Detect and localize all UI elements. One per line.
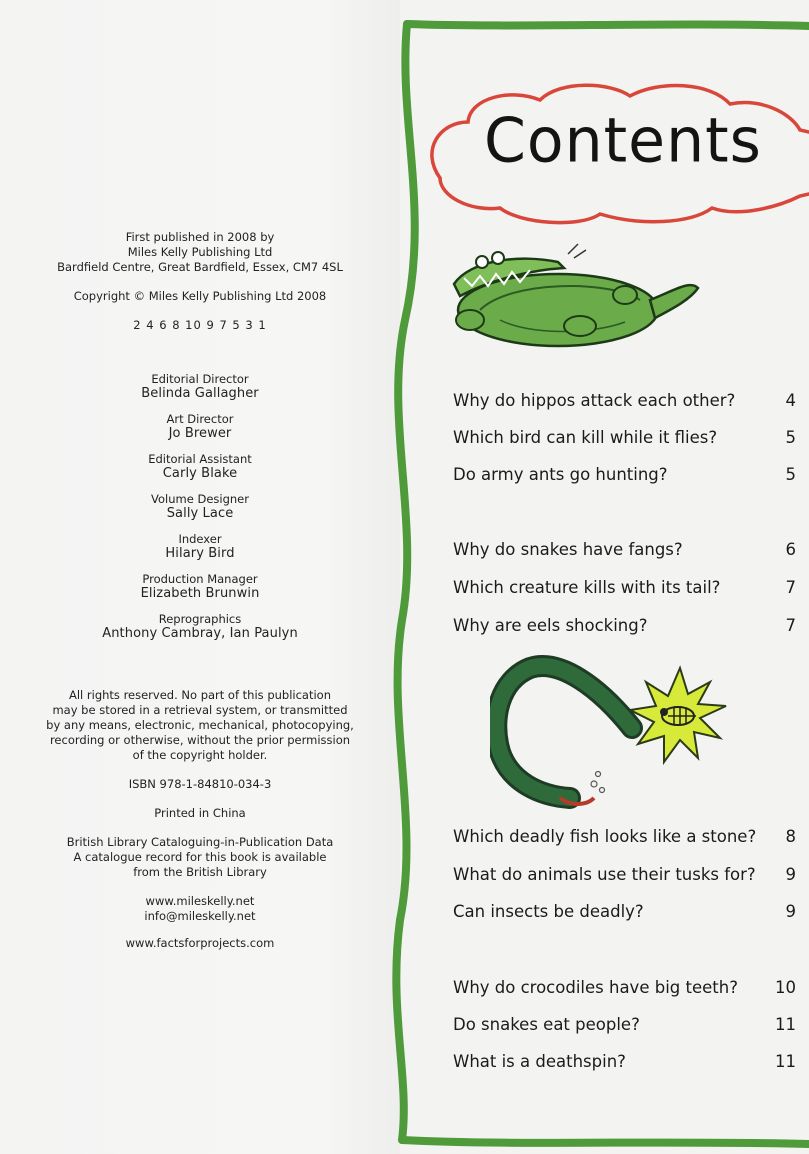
address-text: Bardfield Centre, Great Bardfield, Essex, CM7 4SL	[57, 260, 343, 274]
credit-name: Hilary Bird	[165, 546, 235, 561]
contents-item[interactable]	[453, 612, 798, 638]
email-link[interactable]: info@mileskelly.net	[144, 909, 256, 923]
contents-item[interactable]	[453, 461, 798, 487]
contents-page-number: 4	[785, 390, 796, 410]
rights-line: by any means, electronic, mechanical, photocopying,	[46, 718, 354, 732]
contents-page-number: 9	[785, 864, 796, 884]
credit-name: Belinda Gallagher	[141, 386, 259, 401]
cip-line: from the British Library	[133, 865, 267, 879]
credit-name: Elizabeth Brunwin	[140, 586, 260, 601]
contents-page-number: 6	[785, 539, 796, 559]
rights-line: All rights reserved. No part of this publication	[68, 688, 331, 702]
credit-name: Sally Lace	[166, 506, 234, 521]
contents-question: Can insects be deadly?	[453, 901, 644, 921]
credit-name: Anthony Cambray, Ian Paulyn	[102, 626, 298, 641]
isbn-text: ISBN 978-1-84810-034-3	[128, 777, 272, 791]
contents-item[interactable]	[453, 387, 798, 413]
contents-page-number: 11	[775, 1051, 796, 1071]
contents-question: Which creature kills with its tail?	[453, 577, 721, 597]
contents-item[interactable]	[453, 1048, 798, 1074]
rights-line: may be stored in a retrieval system, or transmitted	[52, 703, 348, 717]
contents-question: Which bird can kill while it flies?	[453, 427, 718, 447]
contents-page-number: 11	[775, 1014, 796, 1034]
contents-question: Why do hippos attack each other?	[453, 390, 736, 410]
credit-role: Reprographics	[158, 612, 242, 626]
credit-role: Indexer	[178, 532, 222, 546]
contents-question: Why do crocodiles have big teeth?	[453, 977, 738, 997]
contents-item[interactable]	[453, 1011, 798, 1037]
contents-item[interactable]	[453, 823, 798, 849]
contents-question: What do animals use their tusks for?	[453, 864, 756, 884]
credit-name: Carly Blake	[162, 466, 238, 481]
contents-title: Contents	[484, 105, 762, 177]
cip-line: British Library Cataloguing-in-Publication Data	[66, 835, 334, 849]
contents-question: Which deadly fish looks like a stone?	[453, 826, 757, 846]
eel-icon	[490, 648, 750, 818]
contents-item[interactable]	[453, 974, 798, 1000]
rights-line: of the copyright holder.	[132, 748, 268, 762]
contents-page-number: 7	[785, 615, 796, 635]
contents-question: Do snakes eat people?	[453, 1014, 640, 1034]
print-line: 2 4 6 8 10 9 7 5 3 1	[133, 318, 267, 332]
contents-page-number: 5	[785, 427, 796, 447]
contents-item[interactable]	[453, 424, 798, 450]
contents-page-number: 9	[785, 901, 796, 921]
rights-line: recording or otherwise, without the prior permission	[49, 733, 351, 747]
credit-role: Art Director	[166, 412, 234, 426]
projects-website-link[interactable]: www.factsforprojects.com	[125, 936, 275, 950]
printed-in-text: Printed in China	[154, 806, 246, 820]
contents-question: Why do snakes have fangs?	[453, 539, 683, 559]
contents-page-number: 10	[775, 977, 796, 997]
contents-item[interactable]	[453, 536, 798, 562]
contents-item[interactable]	[453, 898, 798, 924]
contents-page-number: 5	[785, 464, 796, 484]
contents-question: What is a deathspin?	[453, 1051, 626, 1071]
first-published-text: First published in 2008 by	[125, 230, 275, 244]
cip-line: A catalogue record for this book is available	[73, 850, 327, 864]
credit-role: Editorial Director	[151, 372, 249, 386]
contents-item[interactable]	[453, 861, 798, 887]
contents-question: Do army ants go hunting?	[453, 464, 668, 484]
contents-item[interactable]	[453, 574, 798, 600]
contents-question: Why are eels shocking?	[453, 615, 648, 635]
publisher-text: Miles Kelly Publishing Ltd	[127, 245, 273, 259]
contents-page-number: 7	[785, 577, 796, 597]
credit-role: Volume Designer	[151, 492, 249, 506]
credit-role: Production Manager	[142, 572, 258, 586]
credit-role: Editorial Assistant	[148, 452, 252, 466]
credit-name: Jo Brewer	[168, 426, 232, 441]
crocodile-icon	[440, 240, 700, 370]
copyright-text: Copyright © Miles Kelly Publishing Ltd 2008	[73, 289, 327, 303]
website-link[interactable]: www.mileskelly.net	[145, 894, 255, 908]
contents-page-number: 8	[785, 826, 796, 846]
